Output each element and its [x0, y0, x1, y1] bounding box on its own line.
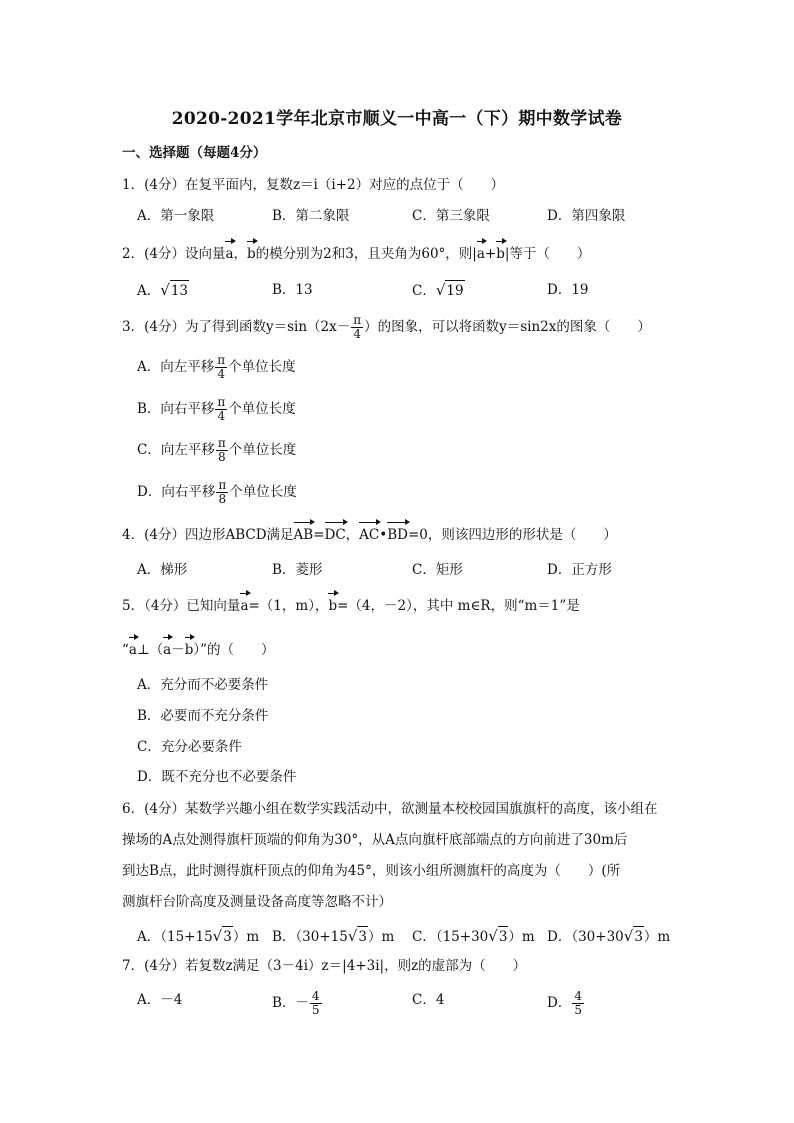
vector-b: b — [247, 246, 256, 262]
q1-option-c: C．第三象限 — [412, 208, 490, 224]
vector-a-2: a — [163, 642, 172, 658]
option-label: D．（30+30 — [547, 929, 624, 945]
q5-minus: － — [171, 642, 185, 658]
question-4-stem — [122, 525, 617, 545]
q1-option-a: A．第一象限 — [137, 208, 215, 224]
numerator: π — [217, 353, 226, 367]
vector-a: a — [240, 598, 249, 614]
q5-b-value: =（4，－2），其中 m∈R，则“m＝1”是 — [337, 598, 580, 614]
option-label: A．向左平移 — [137, 359, 215, 375]
option-unit: ）m — [508, 929, 535, 945]
fraction-pi-over-4 — [351, 314, 363, 341]
question-2-stem — [122, 244, 590, 264]
q2-c-radicand: 19 — [445, 280, 464, 301]
q4-text-2: =0，则该四边形的形状是（ ） — [407, 527, 617, 543]
q3-text: 3．(4分）为了得到函数y＝sin（2x－ — [122, 319, 351, 335]
q4-eq: = — [313, 527, 325, 543]
question-1-stem: 1．(4分）在复平面内，复数z＝i（i+2）对应的点位于（ ） — [122, 177, 505, 193]
radicand: 3 — [498, 926, 509, 947]
q5-option-c: C．充分必要条件 — [137, 739, 242, 755]
vector-b-2: b — [184, 642, 194, 658]
vector-dc: DC — [324, 527, 346, 543]
numerator: 4 — [311, 989, 320, 1003]
option-suffix: 个单位长度 — [229, 484, 297, 500]
q6-option-a — [137, 926, 259, 947]
question-7-stem: 7．(4分）若复数z满足（3－4i）z＝|4+3i|，则z的虚部为（ ） — [122, 958, 527, 974]
q1-option-d: D．第四象限 — [547, 208, 626, 224]
fraction — [216, 437, 228, 464]
option-suffix: 个单位长度 — [228, 359, 296, 375]
fraction — [215, 354, 227, 381]
q2-text-end: |等于（ ） — [504, 246, 591, 262]
q5-option-b: B．必要而不充分条件 — [137, 708, 269, 724]
denominator: 8 — [217, 450, 226, 464]
q3-option-a — [137, 354, 296, 381]
q4-option-c: C．矩形 — [412, 562, 463, 578]
vector-a: a — [128, 642, 137, 658]
q2-option-c — [412, 280, 465, 301]
sqrt-icon: √ — [160, 281, 170, 299]
q2-a-radicand: 13 — [170, 280, 189, 301]
q5-quote: “ — [122, 642, 129, 658]
q2-sep: ， — [233, 246, 248, 262]
q5-text-end: ）”的（ ） — [193, 642, 275, 658]
section-heading: 一、选择题（每题4分） — [122, 145, 267, 161]
q5-text: 5．（4分）已知向量 — [122, 598, 241, 614]
q3-option-c — [137, 437, 296, 464]
radicand: 3 — [357, 926, 368, 947]
option-label: C．（15+30 — [412, 929, 489, 945]
vector-ac: AC — [359, 527, 380, 543]
fraction — [572, 990, 584, 1017]
option-label: B．（30+15 — [272, 929, 348, 945]
numerator: π — [218, 478, 227, 492]
sqrt-icon: √ — [435, 281, 446, 299]
denominator: 4 — [217, 409, 226, 423]
fraction — [310, 990, 322, 1017]
q2-option-d: D．19 — [547, 282, 589, 298]
sqrt-icon: √ — [623, 927, 634, 945]
vector-b: b — [328, 598, 338, 614]
option-unit: ）m — [232, 929, 260, 945]
vector-bd: BD — [387, 527, 408, 543]
q4-dot: • — [379, 527, 388, 543]
q5-option-d: D．既不充分也不必要条件 — [137, 769, 297, 785]
fraction — [216, 479, 228, 506]
q4-option-d: D．正方形 — [547, 562, 612, 578]
page-title: 2020-2021学年北京市顺义一中高一（下）期中数学试卷 — [171, 109, 623, 129]
option-label: B．－ — [272, 995, 309, 1011]
numerator: π — [353, 313, 362, 327]
denominator: 5 — [574, 1003, 582, 1017]
q4-comma: ， — [345, 527, 360, 543]
q6-option-d — [547, 926, 670, 947]
radicand: 3 — [633, 926, 644, 947]
question-6-line-3: 到达B点，此时测得旗杆顶点的仰角为45°，则该小组所测旗杆的高度为（ ）(所 — [122, 863, 621, 879]
sqrt-icon: √ — [347, 927, 358, 945]
q2-text: 2．(4分）设向量 — [122, 246, 226, 262]
radicand: 3 — [222, 926, 233, 947]
q2-text-2: 的模分别为2和3，且夹角为60°，则| — [255, 246, 477, 262]
q3-option-b — [137, 396, 296, 423]
denominator: 4 — [217, 367, 226, 381]
q7-option-d — [547, 990, 585, 1017]
question-5-stem-line-2 — [122, 640, 275, 660]
q3-text-2: ）的图象，可以将函数y＝sin2x的图象（ ） — [364, 319, 651, 335]
question-3-stem — [122, 314, 651, 341]
q5-option-a: A．充分而不必要条件 — [137, 677, 269, 693]
option-label: D． — [547, 995, 572, 1011]
q1-option-b: B．第二象限 — [272, 208, 350, 224]
numerator: π — [217, 436, 226, 450]
q4-text: 4．(4分）四边形ABCD满足 — [122, 527, 294, 543]
option-suffix: 个单位长度 — [228, 442, 297, 458]
vector-a-2: a — [476, 246, 485, 262]
q3-option-d — [137, 479, 297, 506]
q7-option-b — [272, 990, 323, 1017]
q7-option-c: C．4 — [412, 992, 445, 1008]
vector-a: a — [225, 246, 234, 262]
question-6-line-4: 测旗杆台阶高度及测量设备高度等忽略不计） — [122, 894, 392, 910]
q4-option-a: A．梯形 — [137, 562, 188, 578]
denominator: 4 — [353, 327, 361, 341]
sqrt-icon: √ — [212, 927, 223, 945]
q4-option-b: B．菱形 — [272, 562, 323, 578]
q2-option-a — [137, 280, 189, 301]
denominator: 8 — [218, 492, 227, 506]
vector-ab: AB — [293, 527, 314, 543]
fraction — [215, 396, 227, 423]
option-label: B．向右平移 — [137, 401, 215, 417]
option-label: A．（15+15 — [137, 929, 213, 945]
question-6-line-2: 操场的A点处测得旗杆顶端的仰角为30°，从A点向旗杆底部端点的方向前进了30m后 — [122, 832, 628, 848]
numerator: π — [217, 395, 226, 409]
q2-plus: + — [484, 246, 497, 262]
sqrt-icon: √ — [488, 927, 498, 945]
option-label: D．向右平移 — [137, 484, 216, 500]
option-unit: ）m — [368, 929, 395, 945]
denominator: 5 — [311, 1003, 320, 1017]
option-label: C．向左平移 — [137, 442, 215, 458]
q6-option-c — [412, 926, 535, 947]
option-suffix: 个单位长度 — [228, 401, 296, 417]
q2-a-label: A． — [137, 283, 161, 299]
q2-c-label: C． — [412, 283, 436, 299]
question-5-stem — [122, 596, 674, 616]
question-6-line-1: 6．(4分）某数学兴趣小组在数学实践活动中，欲测量本校校园国旗旗杆的高度，该小组在 — [122, 801, 658, 817]
q7-option-a: A．－4 — [137, 992, 183, 1008]
q6-option-b — [272, 926, 394, 947]
numerator: 4 — [574, 989, 582, 1003]
q2-option-b: B．13 — [272, 282, 313, 298]
vector-b-2: b — [496, 246, 505, 262]
q5-perp: ⊥（ — [136, 642, 164, 658]
option-unit: ）m — [643, 929, 671, 945]
q5-a-value: =（1，m）， — [248, 598, 329, 614]
